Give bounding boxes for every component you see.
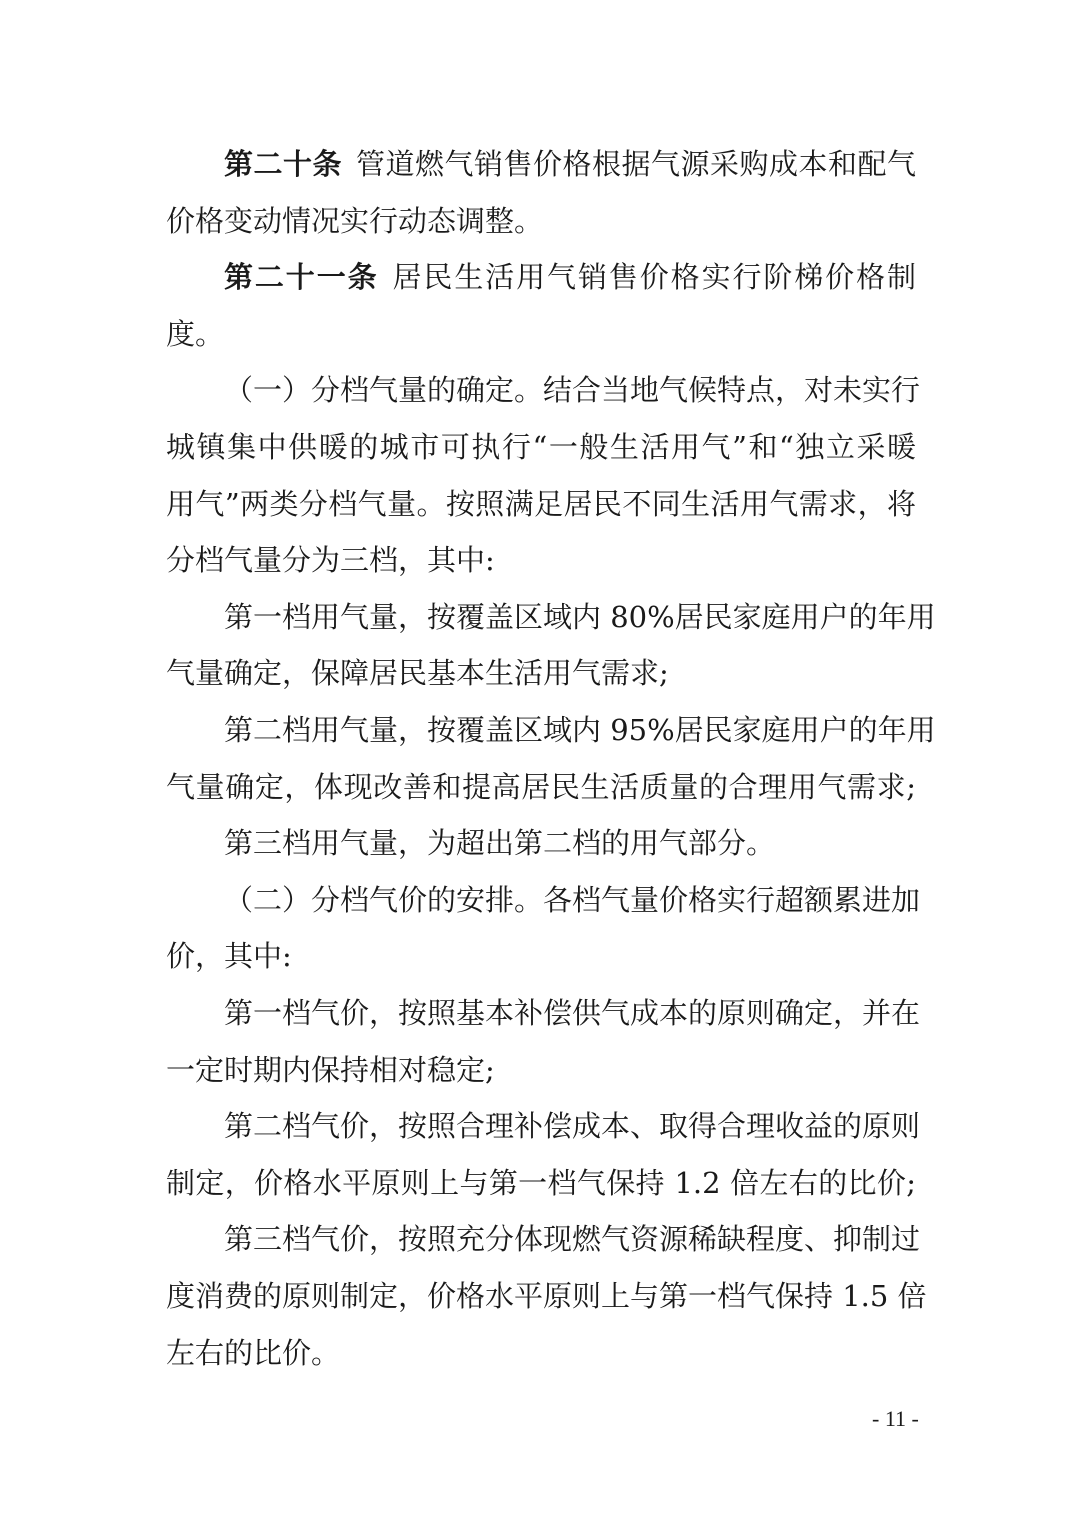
tier-2-price-line-2: 制定，价格水平原则上与第一档气保持 1.2 倍左右的比价; xyxy=(166,1166,916,1200)
article-20-line-2: 价格变动情况实行动态调整。 xyxy=(166,204,544,238)
tier-1-price-line-2: 一定时期内保持相对稳定; xyxy=(166,1053,495,1087)
section-2-line-2: 价，其中: xyxy=(166,939,292,973)
section-1-line-2: 城镇集中供暖的城市可执行“一般生活用气”和“独立采暖 xyxy=(166,430,916,464)
section-1-line-3: 用气”两类分档气量。按照满足居民不同生活用气需求，将 xyxy=(166,487,916,521)
tier-1-volume-line-2: 气量确定，保障居民基本生活用气需求; xyxy=(166,656,669,690)
tier-3-volume-line-1: 第三档用气量，为超出第二档的用气部分。 xyxy=(224,826,776,860)
tier-1-volume-line-1: 第一档用气量，按覆盖区域内 80%居民家庭用户的年用 xyxy=(224,600,936,634)
tier-3-price-line-3: 左右的比价。 xyxy=(166,1336,341,1370)
tier-2-price-line-1: 第二档气价，按照合理补偿成本、取得合理收益的原则 xyxy=(224,1109,921,1143)
article-20-text: 管道燃气销售价格根据气源采购成本和配气 xyxy=(356,147,916,181)
tier-2-volume-line-1: 第二档用气量，按覆盖区域内 95%居民家庭用户的年用 xyxy=(224,713,936,747)
tier-3-price-line-2: 度消费的原则制定，价格水平原则上与第一档气保持 1.5 倍 xyxy=(166,1279,927,1313)
article-20-line-1 xyxy=(224,147,916,181)
tier-3-price-line-1: 第三档气价，按照充分体现燃气资源稀缺程度、抑制过 xyxy=(224,1222,921,1256)
article-21-text: 居民生活用气销售价格实行阶梯价格制 xyxy=(392,260,916,294)
tier-1-price-line-1: 第一档气价，按照基本补偿供气成本的原则确定，并在 xyxy=(224,996,921,1030)
article-20-heading: 第二十条 xyxy=(224,147,342,181)
article-21-line-1 xyxy=(224,260,916,294)
article-21-line-2: 度。 xyxy=(166,317,225,351)
section-2-line-1: （二）分档气价的安排。各档气量价格实行超额累进加 xyxy=(224,883,921,917)
tier-2-volume-line-2: 气量确定，体现改善和提高居民生活质量的合理用气需求; xyxy=(166,770,916,804)
section-1-line-1: （一）分档气量的确定。结合当地气候特点，对未实行 xyxy=(224,373,921,407)
page-number: - 11 - xyxy=(872,1406,919,1431)
section-1-line-4: 分档气量分为三档，其中: xyxy=(166,543,495,577)
article-21-heading: 第二十一条 xyxy=(224,260,379,294)
